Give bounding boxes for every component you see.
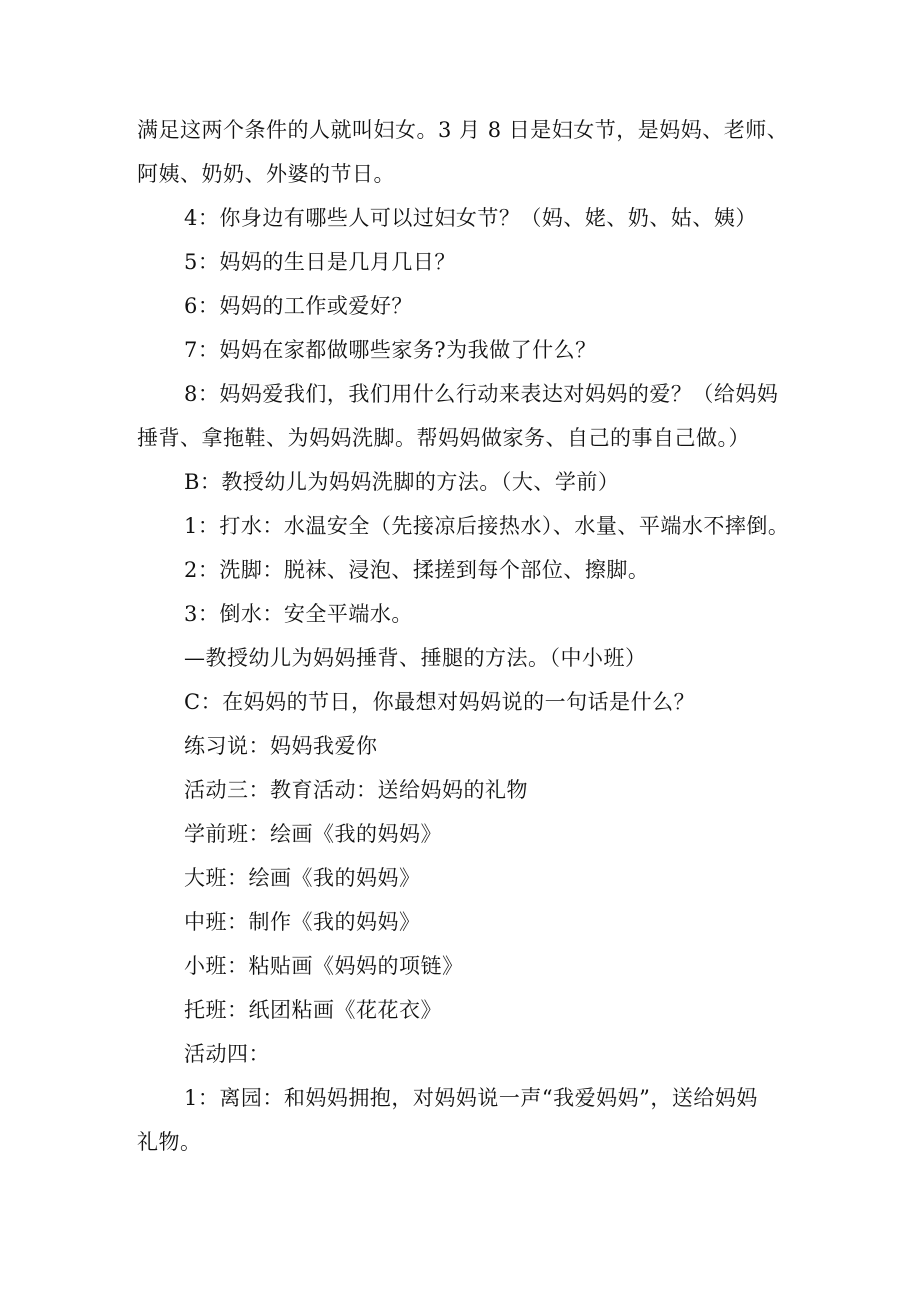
- paragraph-line: 8：妈妈爱我们，我们用什么行动来表达对妈妈的爱？（给妈妈: [184, 382, 779, 406]
- paragraph-line: B：教授幼儿为妈妈洗脚的方法。（大、学前）: [184, 470, 620, 494]
- paragraph-line: 练习说：妈妈我爱你: [184, 734, 378, 758]
- paragraph-line: 中班：制作《我的妈妈》: [184, 910, 421, 934]
- paragraph-line: 4：你身边有哪些人可以过妇女节？（妈、姥、奶、姑、姨）: [184, 206, 757, 230]
- paragraph-line: 3：倒水：安全平端水。: [184, 602, 413, 626]
- paragraph-line: 6：妈妈的工作或爱好？: [184, 294, 413, 318]
- paragraph-line: 7：妈妈在家都做哪些家务?为我做了什么？: [184, 338, 597, 362]
- paragraph-line: 礼物。: [137, 1130, 202, 1154]
- paragraph-line: 1：打水：水温安全（先接凉后接热水）、水量、平端水不摔倒。: [184, 514, 790, 538]
- paragraph-line: 大班：绘画《我的妈妈》: [184, 866, 421, 890]
- paragraph-line: 阿姨、奶奶、外婆的节日。: [137, 162, 395, 186]
- paragraph-line: 捶背、拿拖鞋、为妈妈洗脚。帮妈妈做家务、自己的事自己做。）: [137, 426, 750, 450]
- paragraph-line: 活动四：: [184, 1042, 270, 1066]
- paragraph-line: 1：离园：和妈妈拥抱，对妈妈说一声“我爱妈妈”，送给妈妈: [184, 1086, 758, 1110]
- paragraph-line: —教授幼儿为妈妈捶背、捶腿的方法。（中小班）: [184, 646, 647, 670]
- paragraph-line: 活动三：教育活动：送给妈妈的礼物: [184, 778, 528, 802]
- paragraph-line: C：在妈妈的节日，你最想对妈妈说的一句话是什么？: [184, 690, 696, 714]
- paragraph-line: 5：妈妈的生日是几月几日？: [184, 250, 456, 274]
- paragraph-line: 小班：粘贴画《妈妈的项链》: [184, 954, 464, 978]
- paragraph-line: 满足这两个条件的人就叫妇女。3 月 8 日是妇女节，是妈妈、老师、: [137, 118, 789, 142]
- paragraph-line: 2：洗脚：脱袜、浸泡、揉搓到每个部位、擦脚。: [184, 558, 650, 582]
- paragraph-line: 学前班：绘画《我的妈妈》: [184, 822, 442, 846]
- paragraph-line: 托班：纸团粘画《花花衣》: [184, 998, 442, 1022]
